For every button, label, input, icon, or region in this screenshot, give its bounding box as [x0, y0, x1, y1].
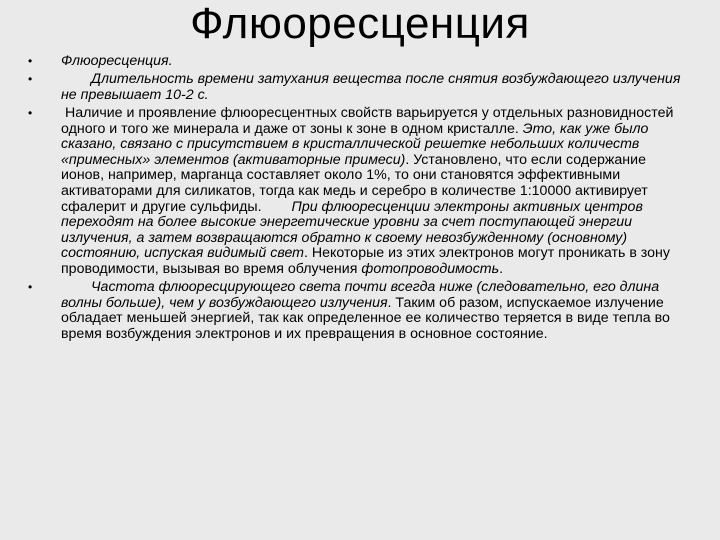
bullet-text: [61, 106, 692, 278]
text-segment: . Таким об разом, испускаемое излучение обладает меньшей энергией, так как определенное ее количество теряется в виде тепла во время возбуждения электронов и их превращения в основное состояние.: [61, 294, 670, 342]
bullet-item: [28, 72, 692, 103]
bullet-marker: •: [28, 72, 33, 87]
text-segment: Частота флюоресцирующего света почти всегда ниже (следовательно, его длина волны больше), чем у возбуждающего излучения: [61, 279, 660, 311]
bullet-text: [61, 54, 692, 70]
bullet-list: [28, 54, 692, 345]
text-segment: .: [499, 260, 504, 277]
text-segment: При флюоресценции электроны активных центров переходят на более высокие энергетические уровни за счет поступающей энергии излучения, а затем возвращаются обратно к своему невозбужденному (основному) состоянию, испуская видимый свет: [61, 198, 643, 262]
text-segment: Флюоресценция.: [61, 53, 173, 69]
text-segment: Это, как уже было сказано, связано с присутствием в кристаллической решетке небольших количеств «примесных» элементов (активаторные примеси): [61, 120, 649, 168]
bullet-item: [28, 54, 692, 70]
text-segment: . Некоторые из этих электронов могут проникать в зону проводимости, вызывая во время облучения: [61, 245, 670, 277]
bullet-item: [28, 280, 692, 342]
bullet-marker: •: [28, 105, 33, 120]
slide-title: Флюоресценция: [190, 0, 530, 48]
text-segment: фотопроводимость: [361, 260, 500, 277]
bullet-marker: •: [28, 54, 33, 68]
bullet-text: [61, 280, 692, 342]
bullet-marker: •: [28, 280, 33, 295]
text-segment: Наличие и проявление флюоресцентных свойств варьируется у отдельных разновидностей одного и того же минерала и даже от зоны к зоне в одном кристалле.: [61, 104, 674, 137]
text-segment: . Установлено, что если содержание ионов, например, марганца составляет около 1%, то они становятся эффективными активаторами для силикатов, тогда как медь и серебро в количестве 1:10000 активирует сфалерит и другие сульфиды.: [61, 151, 648, 215]
text-segment: Длительность времени затухания вещества после снятия возбуждающего излучения не превышает 10-2 с.: [61, 71, 681, 103]
bullet-text: [61, 72, 692, 103]
bullet-item: [28, 106, 692, 278]
